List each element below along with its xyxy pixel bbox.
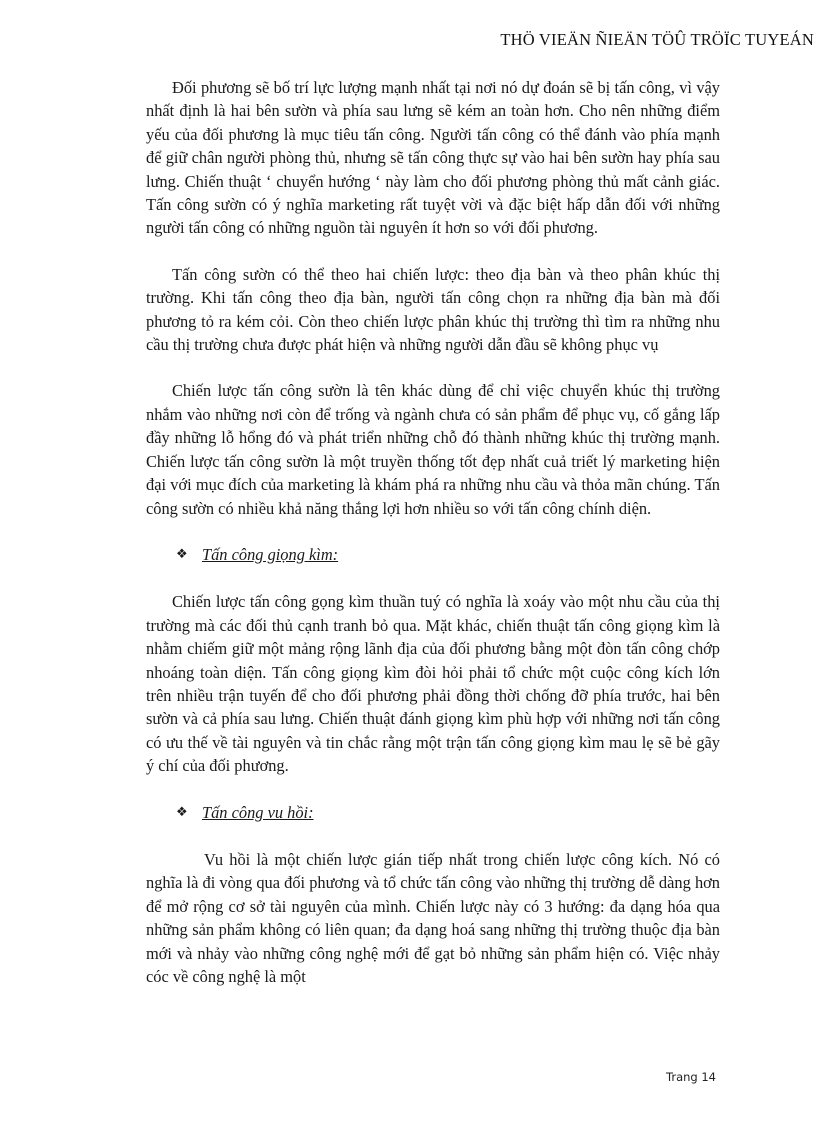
paragraph-flank-weakness: Đối phương sẽ bố trí lực lượng mạnh nhất tại nơi nó dự đoán sẽ bị tấn công, vì vậy nhất định là hai bên sườn và phía sau lưng sẽ kém an toàn hơn. Cho nên những điểm yếu của đối phương là mục tiêu tấn công. Người tấn công có thể đánh vào phía mạnh để giữ chân người phòng thủ, nhưng sẽ tấn công thực sự vào hai bên sườn hay phía sau lưng. Chiến thuật ‘ chuyển hướng ‘ này làm cho đối phương phòng thủ mất cảnh giác. Tấn công sườn có ý nghĩa marketing rất tuyệt vời và đặc biệt hấp dẫn đối với những người tấn công có những nguồn tài nguyên ít hơn so với đối phương. <box>146 78 720 238</box>
section-heading-pincer <box>146 543 720 566</box>
section-heading-bypass-text: Tấn công vu hồi: <box>202 802 314 822</box>
document-header: THÖ VIEÄN ÑIEÄN TÖÛ TRÖÏC TUYEÁN <box>500 30 814 49</box>
section-heading-bypass <box>146 801 720 824</box>
paragraph-flank-strategies: Tấn công sườn có thể theo hai chiến lược: theo địa bàn và theo phân khúc thị trường. Khi tấn công theo địa bàn, người tấn công chọn ra những địa bàn mà đối phương tỏ ra kém cỏi. Còn theo chiến lược phân khúc thị trường thì tìm ra những nhu cầu thị trường chưa được phát hiện và những người dẫn đầu sẽ không phục vụ <box>146 264 720 355</box>
page-number: Trang 14 <box>666 1070 716 1084</box>
diamond-bullet-icon: ❖ <box>176 804 188 820</box>
document-body <box>146 76 720 1011</box>
paragraph-bypass: Vu hồi là một chiến lược gián tiếp nhất trong chiến lược công kích. Nó có nghĩa là đi vòng qua đối phương và tổ chức tấn công vào những thị trường dễ dàng hơn để mở rộng cơ sở tài nguyên của mình. Chiến lược này có 3 hướng: đa dạng hóa qua những sản phẩm không có liên quan; đa dạng hoá sang những thị trường thuộc địa bàn mới và nhảy vào những công nghệ mới để gạt bỏ những sản phẩm hiện có. Việc nhảy cóc về công nghệ là một <box>146 849 720 986</box>
section-heading-pincer-text: Tấn công giọng kìm: <box>202 544 339 564</box>
paragraph-flank-definition: Chiến lược tấn công sườn là tên khác dùng để chỉ việc chuyển khúc thị trường nhắm vào những nơi còn để trống và ngành chưa có sản phẩm để phục vụ, cố gắng lấp đầy những lỗ hổng đó và phát triển những chỗ đó thành những khúc thị trường mạnh. Chiến lược tấn công sườn là một truyền thống tốt đẹp nhất cuả triết lý marketing hiện đại với mục đích của marketing là khám phá ra những nhu cầu và thỏa mãn chúng. Tấn công sườn có nhiều khả năng thắng lợi hơn nhiều so với tấn công chính diện. <box>146 381 720 518</box>
paragraph-pincer: Chiến lược tấn công gọng kìm thuần tuý có nghĩa là xoáy vào một nhu cầu của thị trường mà các đối thủ cạnh tranh bỏ qua. Mặt khác, chiến thuật tấn công giọng kìm là nhằm chiếm giữ một mảng rộng lãnh địa của đối phương bằng một đòn tấn công chớp nhoáng toàn diện. Tấn công giọng kìm đòi hỏi phải tổ chức một cuộc công kích lớn trên nhiều trận tuyến để cho đối phương phải đồng thời chống đỡ phía trước, hai bên sườn và cả phía sau lưng. Chiến thuật đánh giọng kìm phù hợp với những nơi tấn công có ưu thế về tài nguyên và tin chắc rằng một trận tấn công giọng kìm mau lẹ sẽ bẻ gãy ý chí của đối phương. <box>146 592 720 776</box>
diamond-bullet-icon: ❖ <box>176 546 188 562</box>
